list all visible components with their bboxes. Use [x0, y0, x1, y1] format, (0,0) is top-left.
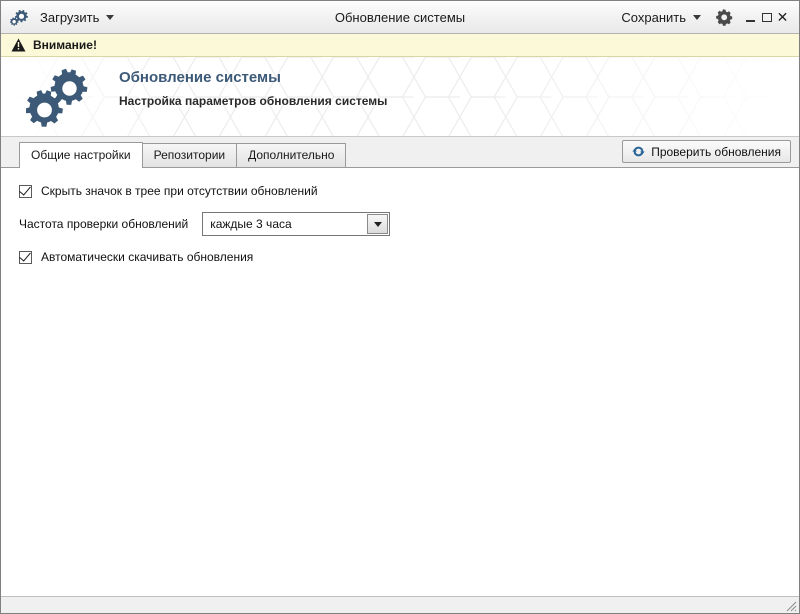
status-bar — [1, 596, 799, 613]
frequency-label: Частота проверки обновлений — [19, 217, 189, 231]
window-controls — [744, 10, 793, 24]
window-title: Обновление системы — [334, 9, 466, 25]
tab-label: Репозитории — [153, 148, 226, 162]
settings-panel — [1, 168, 799, 596]
chevron-down-icon — [693, 15, 701, 20]
load-menu-label: Загрузить — [40, 9, 100, 25]
save-menu-label: Сохранить — [621, 9, 686, 25]
warning-triangle-icon — [11, 38, 26, 52]
close-button[interactable]: ✕ — [776, 9, 789, 25]
tab-advanced[interactable] — [236, 143, 346, 167]
frequency-row — [19, 212, 781, 236]
gears-icon — [26, 67, 98, 129]
maximize-button[interactable] — [760, 10, 773, 24]
gears-icon — [9, 7, 29, 27]
warning-text: Внимание! — [33, 38, 97, 52]
hide-tray-icon-label: Скрыть значок в трее при отсутствии обновлений — [41, 184, 318, 198]
chevron-down-icon[interactable] — [367, 214, 388, 234]
frequency-value: каждые 3 часа — [210, 217, 292, 231]
frequency-select[interactable] — [202, 212, 390, 236]
minimize-button[interactable] — [744, 10, 757, 24]
check-updates-label: Проверить обновления — [651, 144, 781, 159]
load-menu-button[interactable] — [35, 7, 119, 28]
banner-title: Обновление системы — [119, 69, 281, 86]
check-updates-button[interactable] — [622, 140, 791, 163]
title-bar-right — [616, 6, 799, 28]
hide-tray-icon-checkbox[interactable] — [19, 185, 32, 198]
settings-button[interactable] — [714, 6, 736, 28]
tab-bar — [1, 137, 799, 168]
title-bar — [1, 1, 799, 34]
chevron-down-icon — [106, 15, 114, 20]
banner-subtitle: Настройка параметров обновления системы — [119, 94, 388, 108]
warning-bar — [1, 34, 799, 57]
tab-general-settings[interactable] — [19, 142, 143, 168]
banner — [1, 57, 799, 137]
refresh-icon — [632, 145, 645, 158]
save-menu-button[interactable] — [616, 7, 706, 28]
title-bar-left — [1, 7, 119, 28]
banner-text — [119, 69, 387, 108]
tab-label: Общие настройки — [31, 148, 131, 162]
tab-repositories[interactable] — [142, 143, 238, 167]
resize-grip-icon[interactable] — [785, 600, 797, 612]
tab-label: Дополнительно — [248, 148, 335, 162]
gear-icon — [716, 8, 735, 27]
hide-tray-icon-row — [19, 184, 781, 198]
auto-download-row — [19, 250, 781, 264]
auto-download-checkbox[interactable] — [19, 251, 32, 264]
auto-download-label: Автоматически скачивать обновления — [41, 250, 254, 264]
